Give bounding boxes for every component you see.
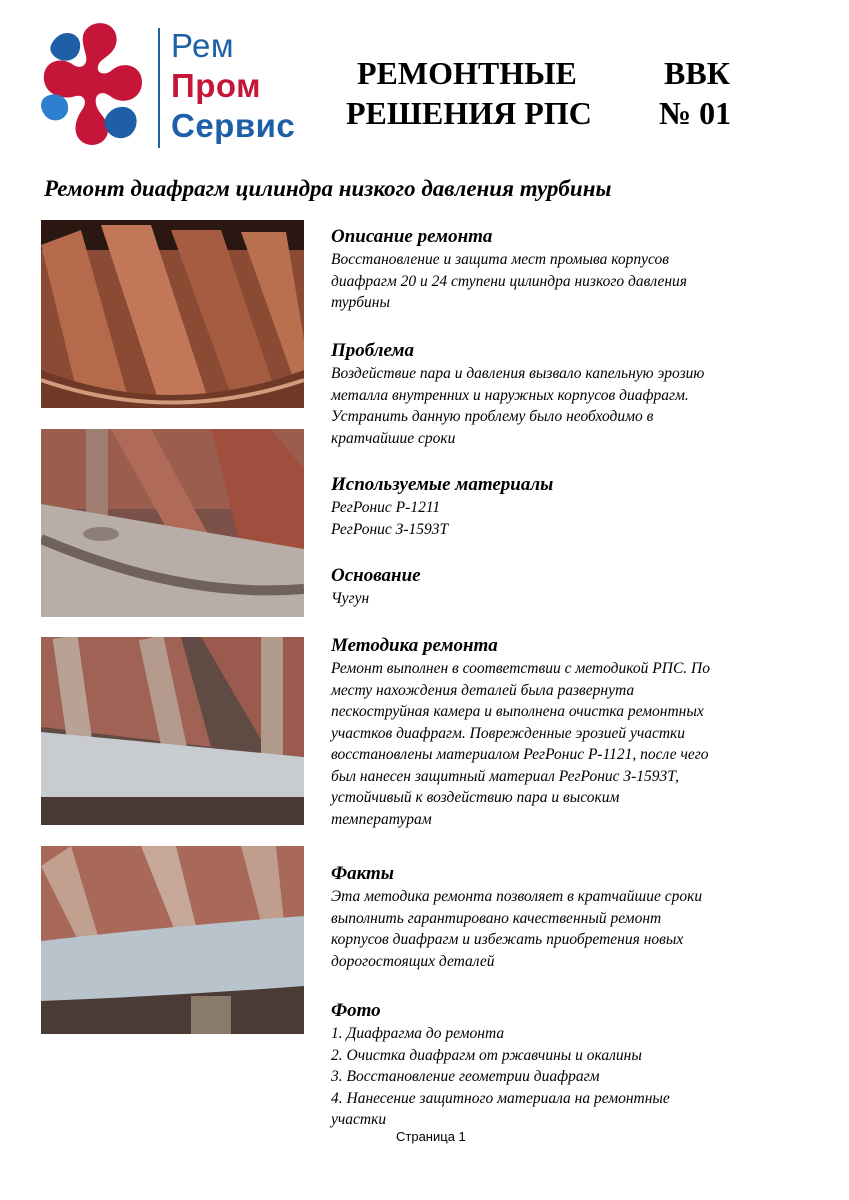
- header-code: ВВК: [664, 55, 730, 91]
- text-line: температурам: [331, 810, 432, 828]
- text-line: 1. Диафрагма до ремонта: [331, 1025, 505, 1042]
- text-line: корпусов диафрагм и избежать приобретения новых: [331, 931, 684, 948]
- section-heading: Методика ремонта: [331, 635, 498, 656]
- text-line: РегРонис З-1593Т: [331, 520, 449, 538]
- text-line: РегРонис Р-1211: [331, 499, 441, 516]
- text-line: дорогостоящих деталей: [331, 952, 495, 970]
- section-materials: [331, 473, 781, 540]
- text-line: кратчайшие сроки: [331, 429, 456, 447]
- section-heading: Фото: [331, 1000, 381, 1021]
- text-line: 3. Восстановление геометрии диафрагм: [331, 1068, 600, 1085]
- text-line: пескоструйная камера и выполнена очистка ремонтных: [331, 703, 704, 720]
- text-line: Чугун: [331, 590, 370, 607]
- section-heading: Основание: [331, 565, 421, 586]
- section-heading: Используемые материалы: [331, 474, 554, 495]
- page-number: Страница 1: [396, 1129, 466, 1144]
- text-line: металла внутренних и наружных корпусов диафрагм.: [331, 386, 689, 404]
- text-line: 4. Нанесение защитного материала на ремонтные: [331, 1089, 670, 1107]
- section-heading: Описание ремонта: [331, 226, 493, 247]
- text-line: участки: [331, 1111, 387, 1128]
- section-photos: [331, 999, 781, 1131]
- photo-geometry-restoration: [41, 637, 304, 825]
- logo-word-servis: Сервис: [171, 107, 296, 144]
- text-line: Устранить данную проблему было необходимо в: [331, 408, 654, 425]
- company-logo: [38, 18, 318, 150]
- text-line: диафрагм 20 и 24 ступени цилиндра низкого давления: [331, 272, 688, 290]
- logo-divider: [158, 28, 160, 148]
- logo-mark-icon: [38, 18, 148, 150]
- header-title-line2: РЕШЕНИЯ РПС: [346, 95, 592, 131]
- logo-word-rem: Рем: [171, 27, 235, 64]
- section-facts: [331, 862, 781, 972]
- text-line: участков диафрагм. Поврежденные эрозией участки: [331, 724, 686, 742]
- text-line: был нанесен защитный материал РегРонис З-1593Т,: [331, 767, 679, 785]
- text-line: турбины: [331, 294, 390, 311]
- text-line: Воздействие пара и давления вызвало капельную эрозию: [331, 365, 705, 382]
- text-line: Эта методика ремонта позволяет в кратчайшие сроки: [331, 888, 703, 905]
- photo-cleaning: [41, 429, 304, 617]
- section-base: [331, 564, 781, 610]
- header-number: № 01: [659, 95, 732, 131]
- logo-word-prom: Пром: [171, 67, 262, 104]
- text-line: устойчивый к воздействию пара и высоким: [331, 789, 620, 806]
- text-line: Восстановление и защита мест промыва корпусов: [331, 251, 669, 268]
- header-title-line1: РЕМОНТНЫЕ: [357, 55, 577, 91]
- section-problem: [331, 339, 781, 449]
- section-method: [331, 634, 781, 830]
- text-line: Ремонт выполнен в соответствии с методикой РПС. По: [331, 660, 710, 677]
- section-heading: Факты: [331, 863, 394, 884]
- section-heading: Проблема: [331, 340, 415, 361]
- photo-before-repair: [41, 220, 304, 408]
- section-description: [331, 225, 781, 314]
- text-line: месту нахождения деталей была развернута: [331, 681, 635, 699]
- photo-protective-coating: [41, 846, 304, 1034]
- text-line: восстановлены материалом РегРонис Р-1121, после чего: [331, 746, 709, 763]
- text-line: 2. Очистка диафрагм от ржавчины и окалины: [331, 1046, 642, 1064]
- text-line: выполнить гарантировано качественный ремонт: [331, 909, 662, 927]
- page-title: Ремонт диафрагм цилиндра низкого давления турбины: [44, 176, 612, 201]
